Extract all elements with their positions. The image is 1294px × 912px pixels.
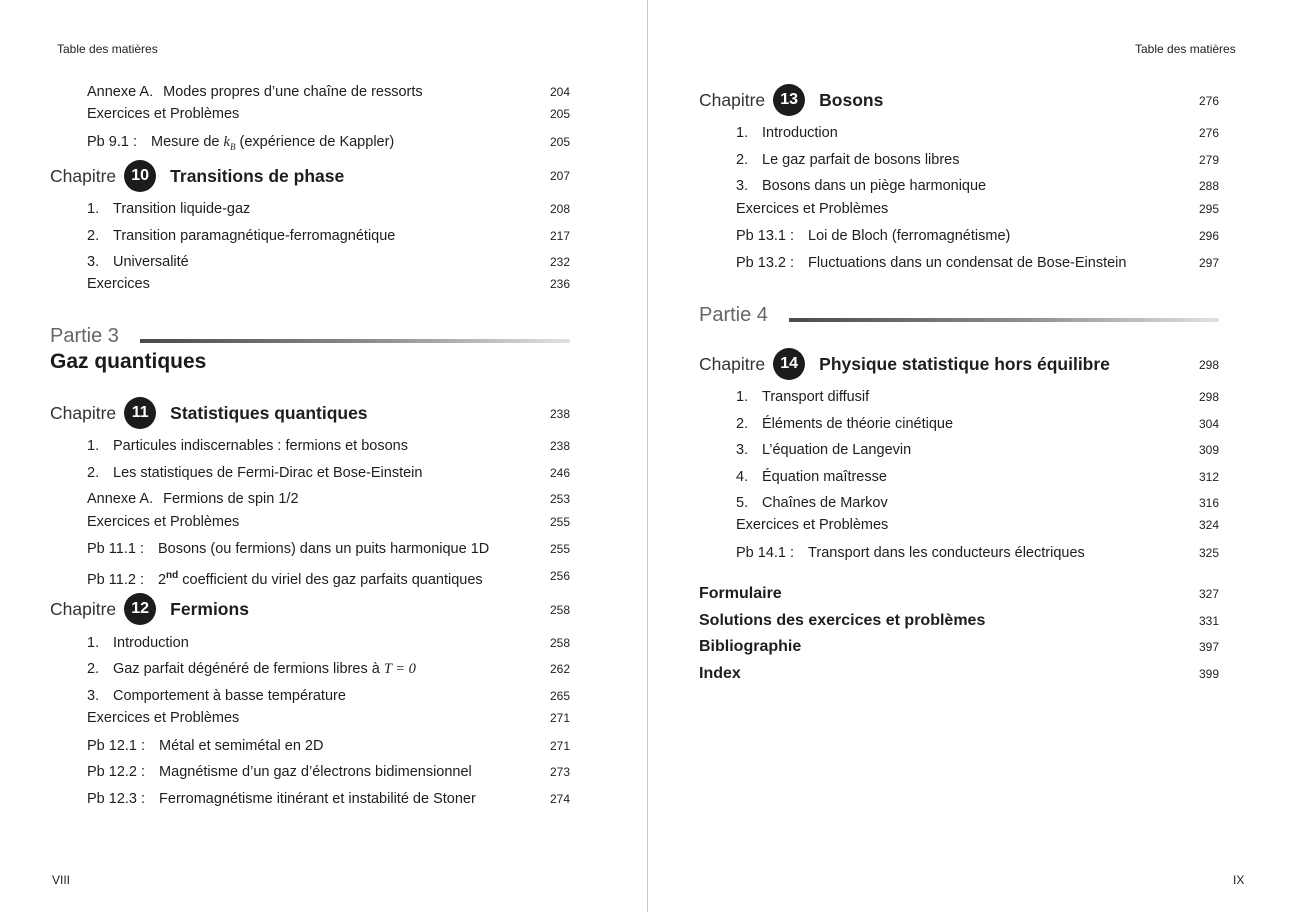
toc-section-entry[interactable]: 1. Introduction bbox=[736, 125, 838, 141]
toc-annexe-entry[interactable] bbox=[87, 83, 423, 101]
toc-problem-entry[interactable]: Pb 12.1 : Métal et semimétal en 2D bbox=[87, 738, 324, 754]
chapter-word: Chapitre bbox=[699, 90, 766, 110]
page-number: 316 bbox=[1199, 496, 1220, 510]
page-number: 273 bbox=[550, 765, 571, 779]
chapter-number-badge: 11 bbox=[124, 397, 156, 429]
page-number: 238 bbox=[550, 439, 571, 453]
toc-problem-entry[interactable] bbox=[87, 567, 483, 589]
toc-section-entry[interactable]: 3. Comportement à basse température bbox=[87, 688, 346, 704]
page-number: 304 bbox=[1199, 417, 1220, 431]
page-number: 297 bbox=[1199, 256, 1220, 270]
page-number: 325 bbox=[1199, 546, 1220, 560]
annexe-title: Modes propres d’une chaîne de ressorts bbox=[163, 84, 423, 100]
annexe-title: Fermions de spin 1/2 bbox=[163, 491, 299, 507]
page-number: 207 bbox=[550, 169, 571, 183]
toc-chapter-12[interactable] bbox=[50, 593, 249, 625]
chapter-title: Physique statistique hors équilibre bbox=[819, 354, 1110, 374]
page-number: 255 bbox=[550, 542, 571, 556]
toc-section-entry[interactable]: 2. Transition paramagnétique-ferromagnétique bbox=[87, 228, 396, 244]
toc-chapter-14[interactable] bbox=[699, 348, 1110, 380]
page-number: 255 bbox=[550, 515, 571, 529]
page-number: 262 bbox=[550, 662, 571, 676]
page-number: 288 bbox=[1199, 179, 1220, 193]
annexe-label: Annexe A. bbox=[87, 491, 154, 507]
page-number: 205 bbox=[550, 107, 571, 121]
chapter-word: Chapitre bbox=[699, 354, 766, 374]
page-number: 232 bbox=[550, 255, 571, 269]
toc-section-entry[interactable]: 3. L’équation de Langevin bbox=[736, 442, 912, 458]
page-number: 256 bbox=[550, 569, 571, 583]
toc-problem-entry[interactable]: Pb 14.1 : Transport dans les conducteurs électriques bbox=[736, 545, 1085, 561]
page-number: 204 bbox=[550, 85, 571, 99]
chapter-number-badge: 10 bbox=[124, 160, 156, 192]
page-number: 271 bbox=[550, 739, 571, 753]
problem-label: Pb 11.2 : bbox=[87, 571, 144, 588]
running-header: Table des matières bbox=[1135, 42, 1236, 56]
toc-problem-entry[interactable] bbox=[87, 133, 394, 156]
page-number: 309 bbox=[1199, 443, 1220, 457]
chapter-word: Chapitre bbox=[50, 166, 117, 186]
problem-label: Pb 9.1 : bbox=[87, 134, 137, 150]
page-number: 279 bbox=[1199, 153, 1220, 167]
chapter-title: Bosons bbox=[819, 90, 884, 110]
toc-problem-entry[interactable]: Pb 13.1 : Loi de Bloch (ferromagnétisme) bbox=[736, 228, 1011, 244]
page-number: 258 bbox=[550, 603, 571, 617]
page-number: 296 bbox=[1199, 229, 1220, 243]
toc-section-entry[interactable]: 1. Particules indiscernables : fermions et bosons bbox=[87, 438, 408, 454]
page-number: 208 bbox=[550, 202, 571, 216]
page-number: 271 bbox=[550, 711, 571, 725]
toc-exercises-entry[interactable]: Exercices et Problèmes bbox=[87, 106, 240, 122]
problem-title-before: Mesure de bbox=[150, 134, 220, 150]
page-number: 295 bbox=[1199, 202, 1220, 216]
toc-problem-entry[interactable]: Pb 12.3 : Ferromagnétisme itinérant et instabilité de Stoner bbox=[87, 791, 476, 807]
toc-exercises-entry[interactable]: Exercices et Problèmes bbox=[736, 517, 889, 533]
page-number: 238 bbox=[550, 407, 571, 421]
toc-chapter-13[interactable] bbox=[699, 84, 883, 116]
page-folio: VIII bbox=[52, 873, 71, 887]
page-number: 276 bbox=[1199, 94, 1220, 108]
toc-exercises-entry[interactable]: Exercices et Problèmes bbox=[736, 201, 889, 217]
toc-annexe-entry[interactable] bbox=[87, 490, 299, 508]
running-header: Table des matières bbox=[57, 42, 158, 56]
toc-section-entry[interactable]: 4. Équation maîtresse bbox=[736, 469, 887, 485]
math-expression: T = 0 bbox=[383, 661, 416, 677]
toc-chapter-11[interactable] bbox=[50, 397, 368, 429]
toc-chapter-10[interactable] bbox=[50, 160, 344, 192]
toc-section-entry[interactable]: 2. Les statistiques de Fermi-Dirac et Bose-Einstein bbox=[87, 465, 423, 481]
page-number: 276 bbox=[1199, 126, 1220, 140]
page-number: 298 bbox=[1199, 390, 1220, 404]
toc-backmatter-entry[interactable]: Index bbox=[699, 665, 741, 682]
toc-section-entry[interactable]: 3. Bosons dans un piège harmonique bbox=[736, 178, 987, 194]
page-number: 331 bbox=[1199, 614, 1220, 628]
chapter-title: Transitions de phase bbox=[170, 166, 345, 186]
problem-ordinal: 2nd bbox=[157, 570, 179, 588]
problem-title: Bosons (ou fermions) dans un puits harmonique 1D bbox=[157, 541, 490, 557]
right-page bbox=[649, 0, 1294, 912]
toc-problem-entry[interactable]: Pb 13.2 : Fluctuations dans un condensat de Bose-Einstein bbox=[736, 255, 1127, 271]
toc-problem-entry[interactable] bbox=[87, 540, 489, 558]
toc-exercises-entry[interactable]: Exercices et Problèmes bbox=[87, 710, 240, 726]
page-number: 397 bbox=[1199, 640, 1220, 654]
page-number: 217 bbox=[550, 229, 571, 243]
toc-backmatter-entry[interactable]: Bibliographie bbox=[699, 638, 802, 655]
chapter-number-badge: 12 bbox=[124, 593, 156, 625]
toc-section-entry[interactable]: 1. Transition liquide-gaz bbox=[87, 201, 251, 217]
chapter-number-badge: 14 bbox=[773, 348, 805, 380]
page-folio: IX bbox=[1233, 873, 1245, 887]
toc-section-entry[interactable]: 3. Universalité bbox=[87, 254, 189, 270]
page-number: 236 bbox=[550, 277, 571, 291]
toc-section-entry[interactable]: 2. Gaz parfait dégénéré de fermions libres à T = 0 bbox=[87, 661, 416, 677]
page-number: 312 bbox=[1199, 470, 1220, 484]
toc-section-entry[interactable]: 2. Le gaz parfait de bosons libres bbox=[736, 152, 960, 168]
chapter-number-badge: 13 bbox=[773, 84, 805, 116]
toc-exercises-entry[interactable]: Exercices bbox=[87, 276, 150, 292]
page-number: 298 bbox=[1199, 358, 1220, 372]
chapter-title: Statistiques quantiques bbox=[170, 403, 368, 423]
toc-section-entry[interactable]: 1. Transport diffusif bbox=[736, 389, 870, 405]
part-label: Partie 4 bbox=[699, 304, 768, 326]
page-number: 265 bbox=[550, 689, 571, 703]
page-number: 205 bbox=[550, 135, 571, 149]
part-label: Partie 3 bbox=[50, 325, 119, 347]
page-number: 399 bbox=[1199, 667, 1220, 681]
part-title: Gaz quantiques bbox=[50, 350, 207, 373]
toc-section-entry[interactable]: 5. Chaînes de Markov bbox=[736, 495, 888, 511]
page-number: 246 bbox=[550, 466, 571, 480]
page-number: 258 bbox=[550, 636, 571, 650]
part-rule bbox=[789, 318, 1219, 322]
part-rule bbox=[140, 339, 570, 343]
toc-backmatter-entry[interactable]: Solutions des exercices et problèmes bbox=[699, 612, 986, 629]
page-number: 274 bbox=[550, 792, 571, 806]
toc-section-entry[interactable]: 2. Éléments de théorie cinétique bbox=[736, 416, 954, 432]
problem-label: Pb 11.1 : bbox=[87, 541, 144, 557]
page-number: 324 bbox=[1199, 518, 1220, 532]
chapter-word: Chapitre bbox=[50, 403, 117, 423]
page-number: 253 bbox=[550, 492, 571, 506]
toc-problem-entry[interactable]: Pb 12.2 : Magnétisme d’un gaz d’électrons bidimensionnel bbox=[87, 764, 472, 780]
annexe-label: Annexe A. bbox=[87, 84, 154, 100]
toc-section-entry[interactable]: 1. Introduction bbox=[87, 635, 189, 651]
math-symbol: $k_B$ bbox=[223, 134, 236, 152]
problem-title-after: (expérience de Kappler) bbox=[239, 134, 395, 150]
toc-backmatter-entry[interactable]: Formulaire bbox=[699, 585, 782, 602]
problem-title: coefficient du viriel des gaz parfaits quantiques bbox=[182, 571, 483, 588]
page-number: 327 bbox=[1199, 587, 1220, 601]
chapter-title: Fermions bbox=[170, 599, 249, 619]
chapter-word: Chapitre bbox=[50, 599, 117, 619]
toc-exercises-entry[interactable]: Exercices et Problèmes bbox=[87, 514, 240, 530]
